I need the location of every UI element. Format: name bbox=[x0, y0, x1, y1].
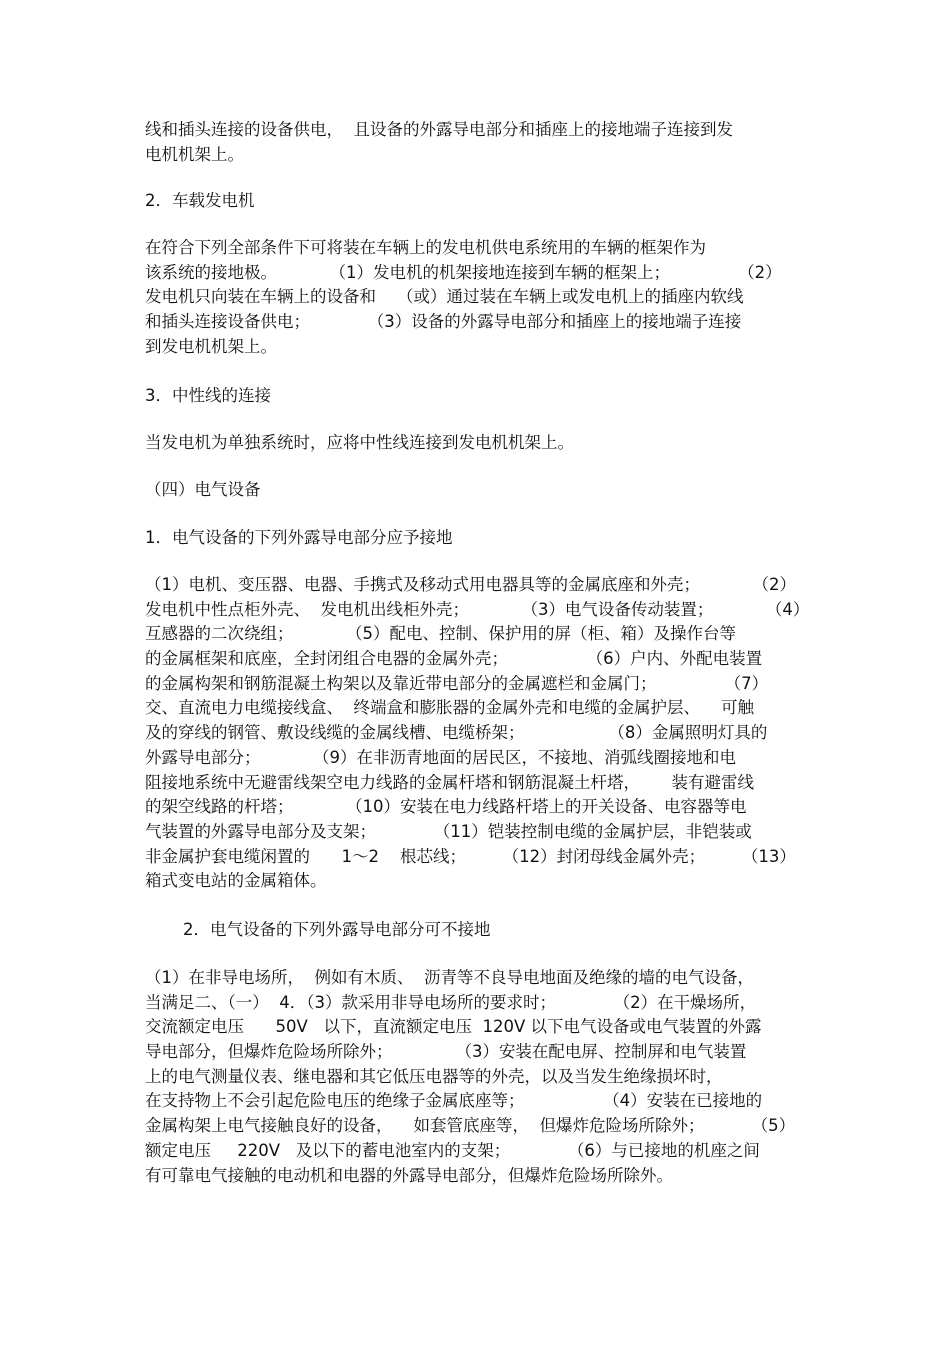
paragraph-vehicle-generator bbox=[145, 236, 810, 359]
text-line: 的金属框架和底座，全封闭组合电器的金属外壳； （6）户内、外配电装置 bbox=[145, 649, 763, 669]
text-line: 发电机中性点柜外壳、 发电机出线柜外壳； （3）电气设备传动装置； （4） bbox=[145, 599, 810, 619]
text-line: 电机机架上。 bbox=[145, 144, 244, 164]
heading-text: 2．车载发电机 bbox=[145, 191, 255, 210]
text-line: 额定电压 220V 及以下的蓄电池室内的支架； （6）与已接地的机座之间 bbox=[145, 1140, 760, 1160]
text-line: 导电部分，但爆炸危险场所除外； （3）安装在配电屏、控制屏和电气装置 bbox=[145, 1042, 747, 1062]
text-line: 气装置的外露导电部分及支架； （11）铠装控制电缆的金属护层，非铠装或 bbox=[145, 821, 752, 841]
paragraph-may-not-ground-list bbox=[145, 966, 810, 1188]
text-line: 在支持物上不会引起危险电压的绝缘子金属底座等； （4）安装在已接地的 bbox=[145, 1091, 763, 1111]
paragraph-generator-supply-continued bbox=[145, 118, 810, 167]
text-line: 该系统的接地极。 （1）发电机的机架接地连接到车辆的框架上； （2） bbox=[145, 262, 782, 282]
text-line: 和插头连接设备供电； （3）设备的外露导电部分和插座上的接地端子连接 bbox=[145, 312, 742, 332]
text-line: 上的电气测量仪表、继电器和其它低压电器等的外壳，以及当发生绝缘损坏时， bbox=[145, 1066, 723, 1086]
text-line: 箱式变电站的金属箱体。 bbox=[145, 871, 327, 891]
text-line: 的架空线路的杆塔； （10）安装在电力线路杆塔上的开关设备、电容器等电 bbox=[145, 797, 747, 817]
text-line: 交流额定电压 50V 以下，直流额定电压 120V 以下电气设备或电气装置的外露 bbox=[145, 1017, 762, 1037]
text-line: 金属构架上电气接触良好的设备， 如套管底座等， 但爆炸危险场所除外； （5） bbox=[145, 1116, 796, 1136]
paragraph-neutral-connection bbox=[145, 431, 810, 456]
text-line: 的金属构架和钢筋混凝土构架以及靠近带电部分的金属遮栏和金属门； （7） bbox=[145, 673, 769, 693]
heading-text: （四）电气设备 bbox=[145, 480, 261, 499]
paragraph-must-ground-list bbox=[145, 573, 810, 894]
text-line: 交、直流电力电缆接线盒、 终端盒和膨胀器的金属外壳和电缆的金属护层、 可触 bbox=[145, 698, 754, 718]
text-line: 发电机只向装在车辆上的设备和 （或）通过装在车辆上或发电机上的插座内软线 bbox=[145, 287, 744, 307]
text-line: 当满足二、（一） 4．（3）款采用非导电场所的要求时； （2）在干燥场所， bbox=[145, 992, 757, 1012]
heading-text: 2．电气设备的下列外露导电部分可不接地 bbox=[183, 920, 491, 939]
text-line: 有可靠电气接触的电动机和电器的外露导电部分，但爆炸危险场所除外。 bbox=[145, 1165, 673, 1185]
heading-may-not-ground bbox=[183, 918, 848, 943]
text-line: 互感器的二次绕组； （5）配电、控制、保护用的屏（柜、箱）及操作台等 bbox=[145, 624, 736, 644]
text-line: 线和插头连接的设备供电， 且设备的外露导电部分和插座上的接地端子连接到发 bbox=[145, 120, 733, 139]
heading-must-ground bbox=[145, 526, 810, 551]
text-line: 阻接地系统中无避雷线架空电力线路的金属杆塔和钢筋混凝土杆塔， 装有避雷线 bbox=[145, 772, 754, 792]
heading-neutral-connection bbox=[145, 384, 810, 409]
text-line: 到发电机机架上。 bbox=[145, 336, 277, 356]
heading-text: 3．中性线的连接 bbox=[145, 386, 271, 405]
text-line: （1）电机、变压器、电器、手携式及移动式用电器具等的金属底座和外壳； （2） bbox=[145, 575, 796, 594]
heading-electrical-equipment bbox=[145, 478, 810, 503]
text-line: （1）在非导电场所， 例如有木质、 沥青等不良导电地面及绝缘的墙的电气设备， bbox=[145, 968, 754, 987]
heading-vehicle-generator bbox=[145, 189, 810, 214]
text-line: 在符合下列全部条件下可将装在车辆上的发电机供电系统用的车辆的框架作为 bbox=[145, 238, 706, 257]
heading-text: 1．电气设备的下列外露导电部分应予接地 bbox=[145, 528, 453, 547]
text-line: 及的穿线的钢管、敷设线缆的金属线槽、电缆桥架； （8）金属照明灯具的 bbox=[145, 723, 768, 743]
text-line: 当发电机为单独系统时，应将中性线连接到发电机机架上。 bbox=[145, 433, 574, 452]
text-line: 非金属护套电缆闲置的 1～2 根芯线； （12）封闭母线金属外壳； （13） bbox=[145, 846, 796, 866]
text-line: 外露导电部分； （9）在非沥青地面的居民区，不接地、消弧线圈接地和电 bbox=[145, 747, 736, 767]
